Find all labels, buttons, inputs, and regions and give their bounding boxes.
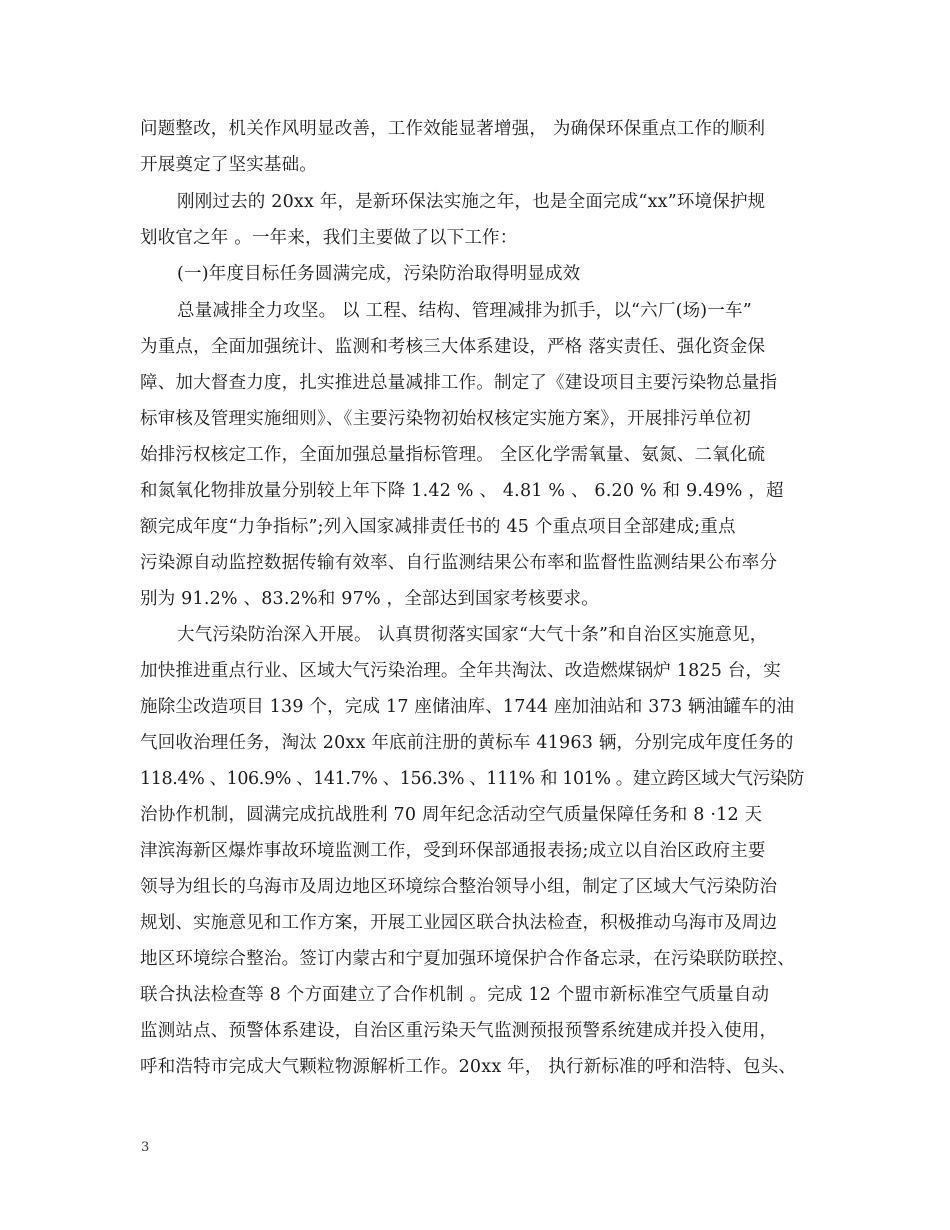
text-line: 加快推进重点行业、区域大气污染治理。全年共淘汰、改造燃煤锅炉 1825 台，实	[140, 661, 781, 681]
text-line: 标审核及管理实施细则》、《主要污染物初始权核定实施方案》，开展排污单位初	[140, 409, 751, 429]
text-line: 施除尘改造项目 139 个，完成 17 座储油库、1744 座加油站和 373 辆油罐车的油	[140, 697, 795, 717]
text-line: 规划、实施意见和工作方案，开展工业园区联合执法检查，积极推动乌海市及周边	[140, 913, 778, 933]
text-line: 监测站点、预警体系建设，自治区重污染天气监测预报预警系统建成并投入使用，	[140, 1021, 778, 1041]
text-line: 地区环境综合整治。签订内蒙古和宁夏加强环境保护合作备忘录，在污染联防联控、	[140, 949, 795, 969]
text-line: 领导为组长的乌海市及周边地区环境综合整治领导小组，制定了区域大气污染防治	[140, 877, 778, 897]
paragraph-line: 刚刚过去的 20xx 年，是新环保法实施之年，也是全面完成“xx”环境保护规	[177, 192, 766, 212]
text-line: 污染源自动监控数据传输有效率、自行监测结果公布率和监督性监测结果公布率分	[140, 553, 778, 573]
text-line: 别为 91.2% 、83.2%和 97% ，全部达到国家考核要求。	[140, 589, 599, 609]
text-line: 为重点，全面加强统计、监测和考核三大体系建设，严格 落实责任、强化资金保	[140, 337, 766, 357]
text-line: 始排污权核定工作，全面加强总量指标管理。 全区化学需氧量、氨氮、二氧化硫	[140, 445, 766, 465]
text-line: 气回收治理任务，淘汰 20xx 年底前注册的黄标车 41963 辆，分别完成年度任务的	[140, 733, 794, 753]
text-line: 划收官之年 。一年来，我们主要做了以下工作：	[140, 228, 518, 248]
paragraph-line: 大气污染防治深入开展。 认真贯彻落实国家“大气十条”和自治区实施意见，	[177, 625, 768, 645]
paragraph-line: 总量减排全力攻坚。 以 工程、结构、管理减排为抓手，以“六厂(场)一车”	[177, 301, 752, 321]
section-heading: (一)年度目标任务圆满完成，污染防治取得明显成效	[177, 264, 581, 284]
text-line: 联合执法检查等 8 个方面建立了合作机制 。完成 12 个盟市新标准空气质量自动	[140, 985, 770, 1005]
text-line: 开展奠定了坚实基础。	[140, 155, 317, 175]
text-line: 和氮氧化物排放量分别较上年下降 1.42 % 、 4.81 % 、 6.20 % 和 9.49% ，超	[140, 481, 784, 501]
text-line: 治协作机制，圆满完成抗战胜利 70 周年纪念活动空气质量保障任务和 8 ·12 天	[140, 805, 763, 825]
text-line: 问题整改，机关作风明显改善，工作效能显著增强， 为确保环保重点工作的顺利	[140, 119, 766, 139]
text-line: 障、加大督查力度，扎实推进总量减排工作。制定了《建设项目主要污染物总量指	[140, 373, 778, 393]
page-number: 3	[141, 1140, 150, 1155]
text-line: 津滨海新区爆炸事故环境监测工作，受到环保部通报表扬;成立以自治区政府主要	[140, 841, 766, 861]
text-line: 额完成年度“力争指标”;列入国家减排责任书的 45 个重点项目全部建成;重点	[140, 517, 736, 537]
text-line: 118.4% 、106.9% 、141.7% 、156.3% 、111% 和 101% 。建立跨区域大气污染防	[140, 769, 804, 789]
text-line: 呼和浩特市完成大气颗粒物源解析工作。20xx 年， 执行新标准的呼和浩特、包头、	[140, 1057, 797, 1077]
